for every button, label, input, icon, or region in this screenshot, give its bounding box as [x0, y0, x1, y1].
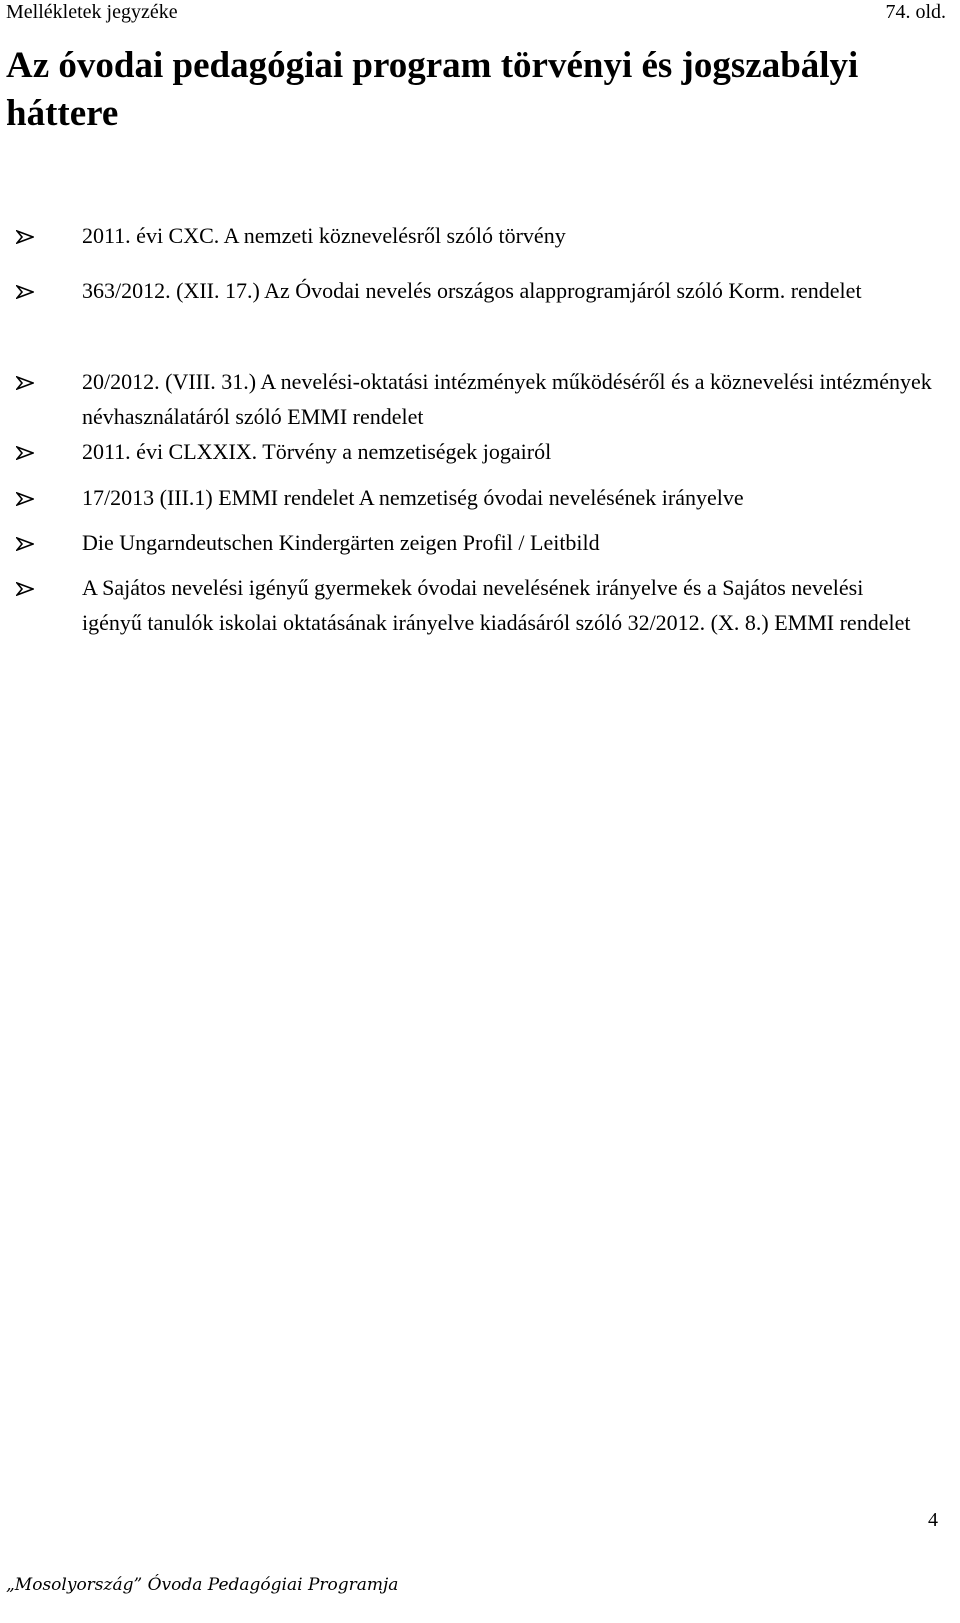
list-item: [16, 273, 896, 308]
footer-program-name: „Mosolyország” Óvoda Pedagógiai Programja: [6, 1575, 399, 1595]
arrowhead-bullet-icon: [16, 492, 34, 506]
arrowhead-bullet-icon: [16, 230, 34, 244]
list-item-text: 17/2013 (III.1) EMMI rendelet A nemzetiség óvodai nevelésének irányelve: [82, 485, 744, 510]
list-item: [16, 364, 936, 434]
arrowhead-bullet-icon: [16, 285, 34, 299]
list-item: [16, 525, 936, 560]
header-page-reference: 74. old.: [885, 1, 946, 23]
header-section-title: Mellékletek jegyzéke: [6, 1, 178, 23]
list-item-text: Die Ungarndeutschen Kindergärten zeigen Profil / Leitbild: [82, 530, 600, 555]
page-number: 4: [928, 1509, 938, 1531]
page-title: Az óvodai pedagógiai program törvényi és jogszabályi háttere: [6, 45, 859, 134]
list-item: [16, 570, 916, 640]
list-item-text: 363/2012. (XII. 17.) Az Óvodai nevelés országos alapprogramjáról szóló Korm. rendelet: [82, 278, 862, 303]
arrowhead-bullet-icon: [16, 376, 34, 390]
list-item: [16, 434, 936, 469]
list-item-text: 2011. évi CLXXIX. Törvény a nemzetiségek jogairól: [82, 439, 552, 464]
list-item-text: A Sajátos nevelési igényű gyermekek óvodai nevelésének irányelve és a Sajátos nevelési igényű tanulók iskolai oktatásának irányelve kiadásáról szóló 32/2012. (X. 8.) EMMI rendelet: [82, 575, 911, 635]
list-item: [16, 218, 936, 253]
arrowhead-bullet-icon: [16, 582, 34, 596]
arrowhead-bullet-icon: [16, 537, 34, 551]
arrowhead-bullet-icon: [16, 446, 34, 460]
list-item-text: 2011. évi CXC. A nemzeti köznevelésről szóló törvény: [82, 223, 566, 248]
list-item-text: 20/2012. (VIII. 31.) A nevelési-oktatási intézmények működéséről és a köznevelési intézmények névhasználatáról szóló EMMI rendelet: [82, 369, 932, 429]
list-item: [16, 480, 936, 515]
